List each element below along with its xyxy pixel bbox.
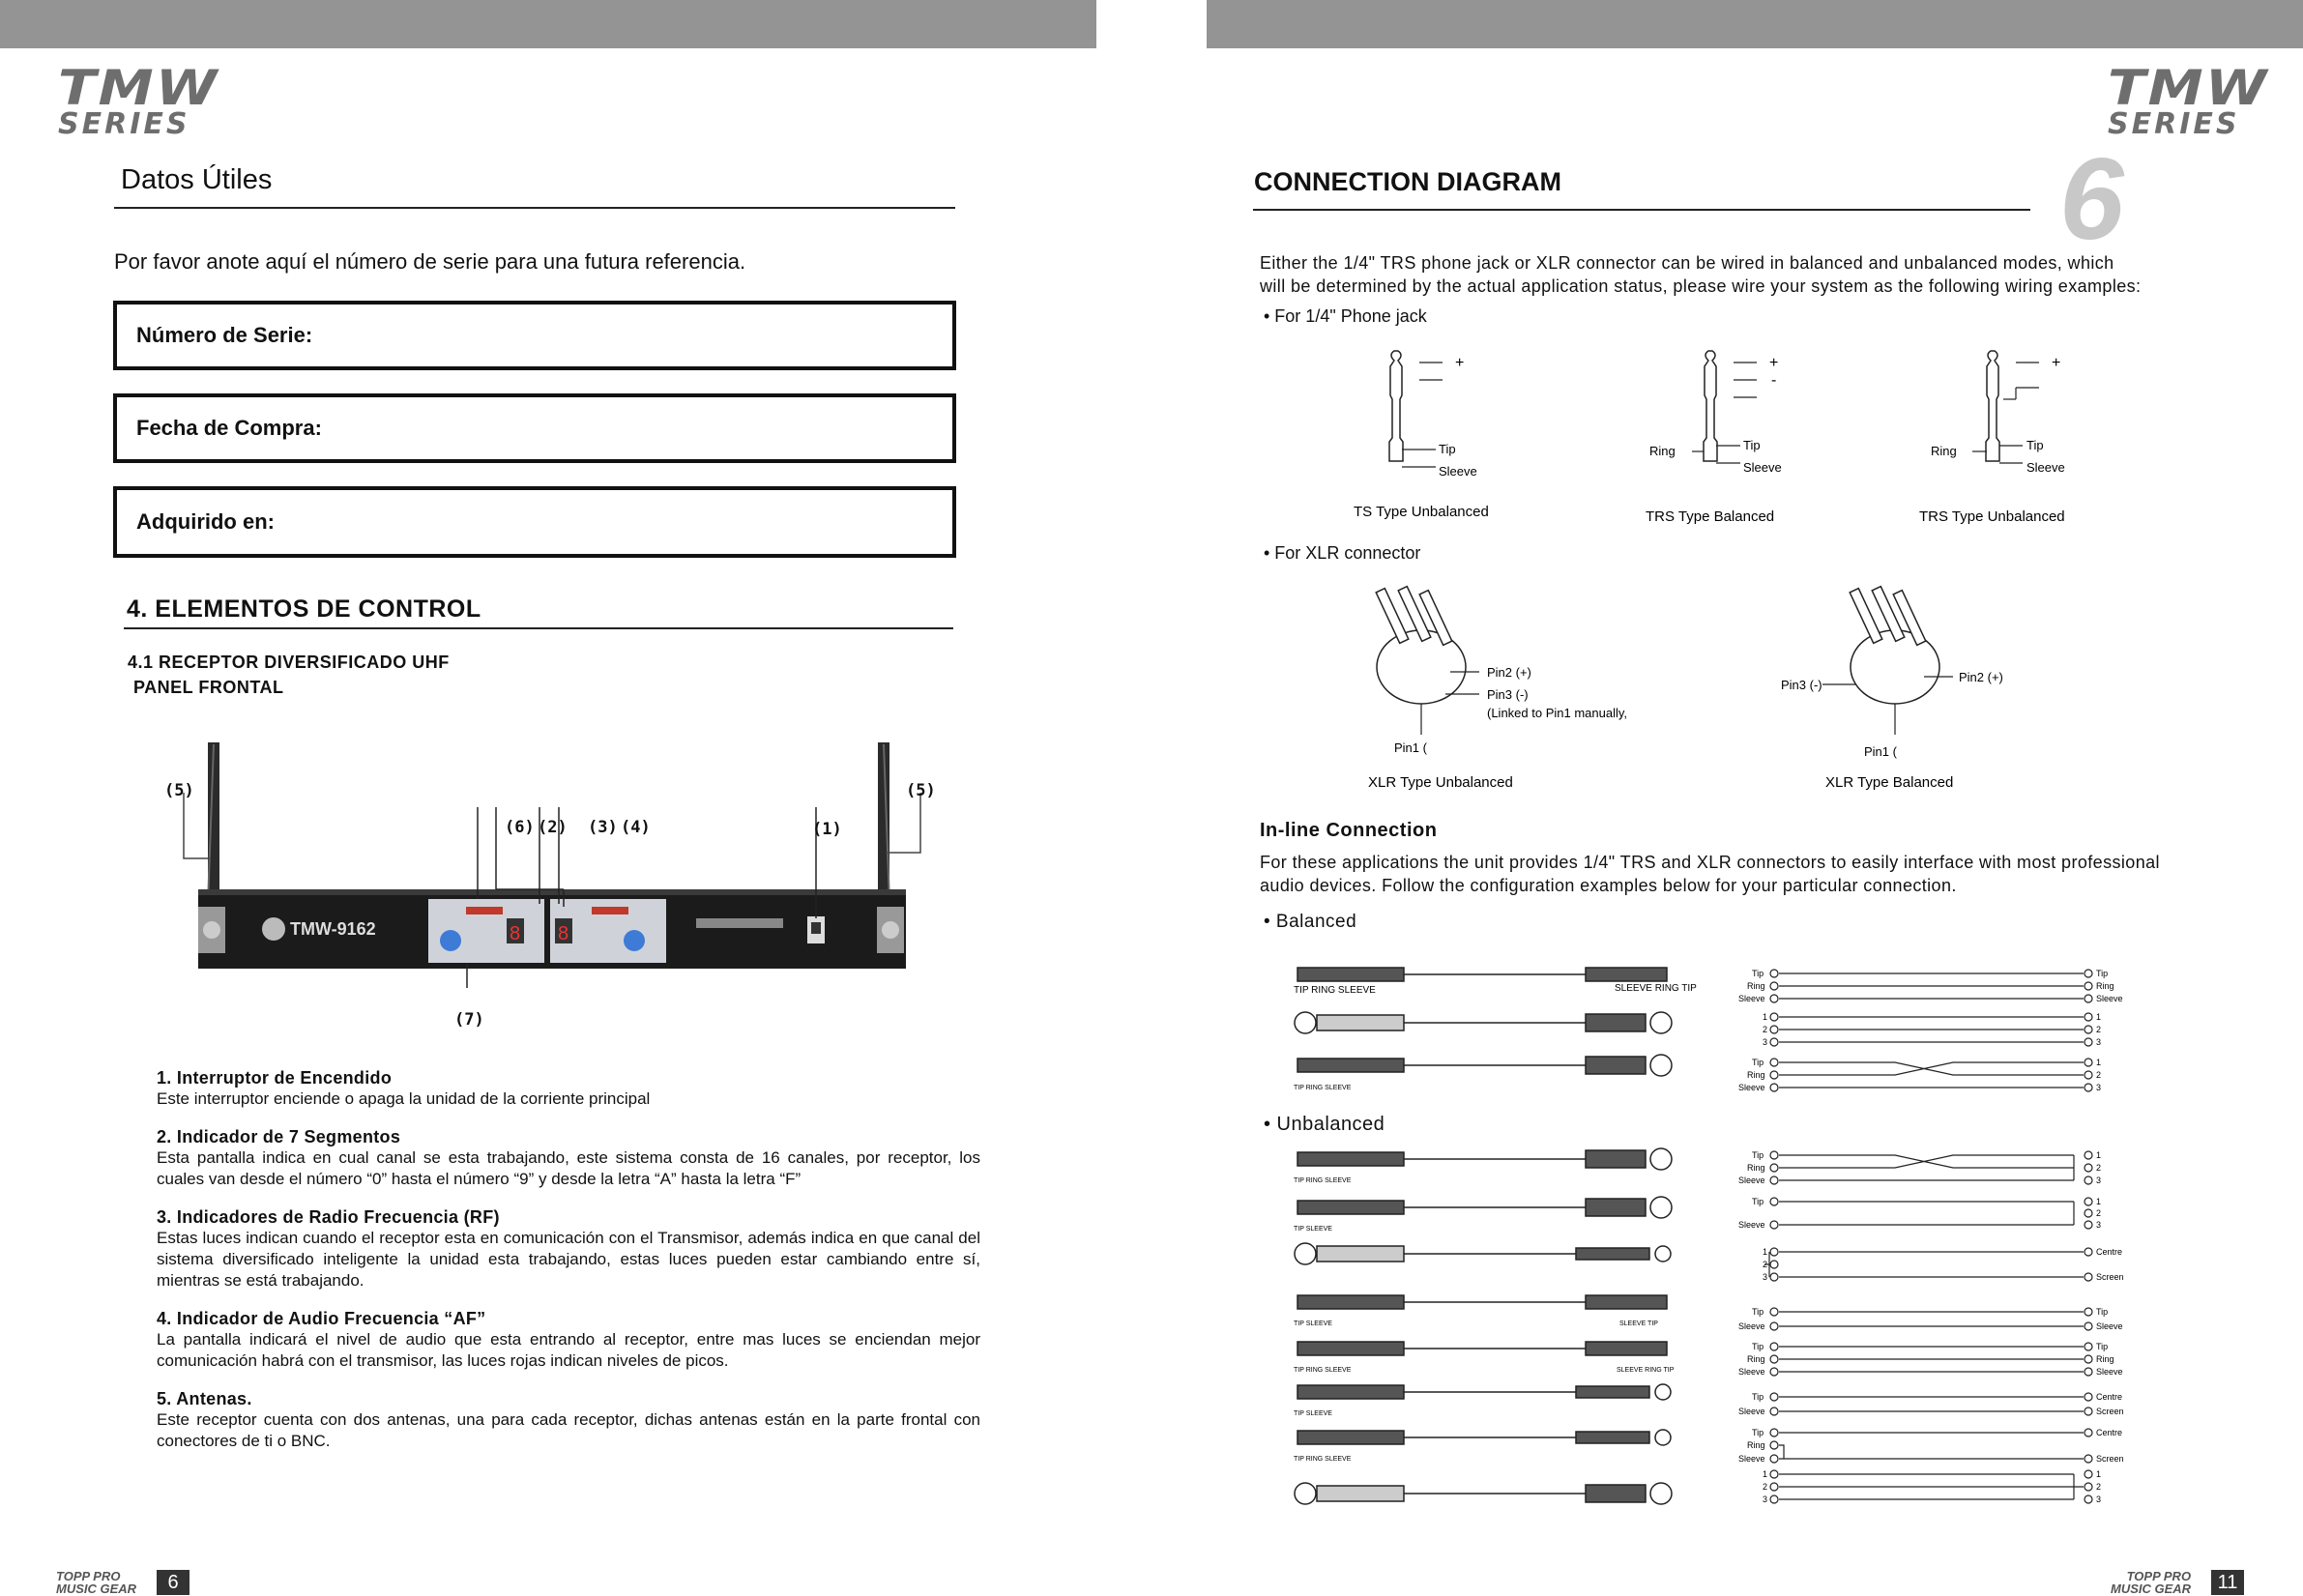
left-footer-brand: TOPP PRO MUSIC GEAR: [56, 1569, 137, 1596]
svg-text:TIP RING SLEEVE: TIP RING SLEEVE: [1294, 1177, 1352, 1184]
svg-text:Tip: Tip: [2096, 1307, 2109, 1317]
svg-text:3: 3: [1763, 1037, 1768, 1047]
svg-text:Screen: Screen: [2096, 1407, 2124, 1416]
svg-text:Sleeve: Sleeve: [2096, 1367, 2123, 1377]
svg-text:Tip: Tip: [1752, 1058, 1764, 1067]
callout-1: (1): [812, 820, 842, 839]
svg-text:3: 3: [2096, 1175, 2102, 1185]
svg-text:1: 1: [2096, 1197, 2102, 1206]
cable-trs-xlr: [1297, 1055, 1672, 1076]
receiver-front-panel: [155, 735, 928, 1034]
unbalanced-heading: • Unbalanced: [1264, 1114, 1385, 1135]
wiring-schematics: [1731, 962, 2185, 1513]
svg-text:3: 3: [2096, 1220, 2102, 1230]
svg-text:Ring: Ring: [1747, 981, 1765, 991]
svg-text:Sleeve: Sleeve: [1738, 1220, 1765, 1230]
callout-5-left: (5): [164, 781, 194, 800]
callout-3: (3): [588, 818, 618, 837]
svg-text:TIP RING SLEEVE: TIP RING SLEEVE: [1294, 985, 1376, 996]
svg-text:1: 1: [1763, 1012, 1768, 1022]
phone-jack-heading: • For 1/4" Phone jack: [1264, 306, 1427, 326]
svg-text:SLEEVE RING TIP: SLEEVE RING TIP: [1615, 983, 1697, 994]
svg-text:Tip: Tip: [1752, 1392, 1764, 1402]
left-title-rule: [114, 207, 955, 209]
svg-text:Tip: Tip: [1752, 1197, 1764, 1206]
svg-text:Pin1 (: Pin1 (: [1394, 740, 1427, 755]
xlr-diagrams: [1334, 580, 2127, 802]
svg-text:TIP SLEEVE: TIP SLEEVE: [1294, 1320, 1332, 1327]
svg-text:1: 1: [2096, 1150, 2102, 1160]
svg-text:TIP RING SLEEVE: TIP RING SLEEVE: [1294, 1085, 1352, 1091]
svg-text:Ring: Ring: [1747, 1354, 1765, 1364]
svg-text:Sleeve: Sleeve: [1439, 464, 1477, 479]
cable-trs-rca: [1297, 1430, 1671, 1445]
svg-text:Tip: Tip: [2096, 969, 2109, 978]
svg-text:Centre: Centre: [2096, 1247, 2123, 1257]
purchase-date-label: Fecha de Compra:: [136, 416, 322, 440]
svg-text:TIP RING SLEEVE: TIP RING SLEEVE: [1294, 1367, 1352, 1374]
item-seven-segment: 2. Indicador de 7 Segmentos Esta pantalla indica en cual canal se esta trabajando, este sistema consta de 16 canales, por receptor, los cuales van desde el número “0” hasta el número “9” y desde la letra “A” hasta la letra “F”: [157, 1127, 980, 1188]
svg-text:Sleeve: Sleeve: [2026, 460, 2065, 475]
balanced-heading: • Balanced: [1264, 912, 1357, 932]
callout-4: (4): [621, 818, 651, 837]
cable-ts-xlr-2: [1297, 1197, 1672, 1218]
svg-text:2: 2: [1763, 1025, 1768, 1034]
ts-unbalanced-label: TS Type Unbalanced: [1354, 504, 1489, 520]
svg-text:Pin2 (+): Pin2 (+): [1487, 665, 1531, 680]
right-page-number: 11: [2211, 1570, 2244, 1595]
control-items-list: [157, 1068, 980, 1452]
svg-text:Sleeve: Sleeve: [2096, 994, 2123, 1003]
control-heading-rule: [124, 627, 953, 629]
svg-text:(Linked to Pin1 manually,: (Linked to Pin1 manually,: [1487, 706, 1628, 720]
svg-text:Ring: Ring: [2096, 1354, 2114, 1364]
svg-text:Tip: Tip: [1752, 1307, 1764, 1317]
svg-text:2: 2: [2096, 1070, 2102, 1080]
svg-text:Sleeve: Sleeve: [1743, 460, 1782, 475]
svg-text:3: 3: [2096, 1037, 2102, 1047]
svg-text:1: 1: [1763, 1469, 1768, 1479]
item-power-switch: 1. Interruptor de Encendido Este interruptor enciende o apaga la unidad de la corriente principal: [157, 1068, 651, 1108]
svg-text:SLEEVE TIP: SLEEVE TIP: [1619, 1320, 1658, 1327]
left-page-number: 6: [157, 1570, 189, 1595]
inline-connection-text: For these applications the unit provides 1/4" TRS and XLR connectors to easily interface with most professional audio devices. Follow the configuration examples below for your particular connection.: [1260, 853, 2160, 895]
svg-text:Tip: Tip: [1752, 1150, 1764, 1160]
svg-text:Sleeve: Sleeve: [1738, 1175, 1765, 1185]
cable-ts-ts: [1297, 1295, 1667, 1309]
svg-text:3: 3: [1763, 1494, 1768, 1504]
right-logo: TMW SERIES: [2108, 60, 2269, 141]
phone-jack-diagrams: [1334, 343, 2108, 537]
inline-connection-heading: In-line Connection: [1260, 820, 1438, 841]
purchased-at-label: Adquirido en:: [136, 509, 275, 534]
svg-text:8: 8: [558, 923, 569, 944]
svg-text:TIP SLEEVE: TIP SLEEVE: [1294, 1410, 1332, 1417]
svg-text:Ring: Ring: [2096, 981, 2114, 991]
svg-text:Screen: Screen: [2096, 1454, 2124, 1464]
cable-ts-rca: [1297, 1384, 1671, 1400]
cable-xlr-rca: [1295, 1243, 1671, 1264]
callout-2: (2): [538, 818, 568, 837]
svg-text:Tip: Tip: [2096, 1342, 2109, 1351]
trs-unbalanced-label: TRS Type Unbalanced: [1919, 508, 2065, 525]
svg-text:+: +: [2052, 355, 2061, 371]
svg-text:2: 2: [2096, 1163, 2102, 1173]
svg-text:Pin1 (: Pin1 (: [1864, 744, 1897, 759]
right-page-title: CONNECTION DIAGRAM: [1254, 167, 1561, 196]
svg-text:1: 1: [1763, 1247, 1768, 1257]
svg-text:3: 3: [1763, 1272, 1768, 1282]
svg-text:2: 2: [2096, 1025, 2102, 1034]
svg-text:Sleeve: Sleeve: [2096, 1321, 2123, 1331]
svg-text:Tip: Tip: [1439, 442, 1456, 456]
svg-text:1: 1: [2096, 1012, 2102, 1022]
svg-text:Sleeve: Sleeve: [1738, 1083, 1765, 1092]
item-antennas: 5. Antenas. Este receptor cuenta con dos antenas, una para cada receptor, dichas antenas están en la parte frontal con conectores de ti o BNC.: [157, 1389, 980, 1450]
svg-text:Screen: Screen: [2096, 1272, 2124, 1282]
serial-number-field[interactable]: [113, 301, 956, 370]
svg-text:Ring: Ring: [1649, 444, 1676, 458]
svg-text:Sleeve: Sleeve: [1738, 1367, 1765, 1377]
svg-text:Tip: Tip: [1752, 969, 1764, 978]
serial-number-label: Número de Serie:: [136, 323, 313, 347]
right-top-bar: [1207, 0, 2303, 48]
purchased-at-field[interactable]: [113, 486, 956, 558]
svg-text:Sleeve: Sleeve: [1738, 1321, 1765, 1331]
right-footer-brand: TOPP PRO MUSIC GEAR: [2111, 1569, 2192, 1596]
purchase-date-field[interactable]: [113, 393, 956, 463]
svg-text:Tip: Tip: [1752, 1342, 1764, 1351]
subsection-heading: 4.1 RECEPTOR DIVERSIFICADO UHF PANEL FRONTAL: [128, 653, 450, 697]
svg-text:Pin3 (-): Pin3 (-): [1487, 687, 1529, 702]
svg-text:SLEEVE RING TIP: SLEEVE RING TIP: [1617, 1367, 1675, 1374]
xlr-unbalanced-label: XLR Type Unbalanced: [1368, 774, 1513, 791]
cable-xlr-xlr: [1295, 1012, 1672, 1033]
control-elements-heading: 4. ELEMENTOS DE CONTROL: [127, 595, 481, 623]
trs-balanced-label: TRS Type Balanced: [1646, 508, 1775, 525]
svg-text:Sleeve: Sleeve: [1738, 1407, 1765, 1416]
svg-text:-: -: [1771, 372, 1777, 389]
left-intro: Por favor anote aquí el número de serie para una futura referencia.: [114, 249, 746, 274]
xlr-heading: • For XLR connector: [1264, 543, 1421, 563]
svg-text:8: 8: [510, 923, 521, 944]
svg-text:Centre: Centre: [2096, 1428, 2123, 1437]
left-logo: TMW SERIES: [58, 60, 219, 141]
svg-text:Tip: Tip: [1743, 438, 1761, 452]
svg-text:2: 2: [1763, 1260, 1768, 1269]
svg-text:Ring: Ring: [1747, 1070, 1765, 1080]
device-model-label: TMW-9162: [290, 919, 376, 939]
xlr-balanced-label: XLR Type Balanced: [1825, 774, 1954, 791]
svg-text:1: 1: [2096, 1058, 2102, 1067]
connection-intro: Either the 1/4" TRS phone jack or XLR connector can be wired in balanced and unbalanced modes, which will be determined by the actual application status, please wire your system as the following wiring examples:: [1260, 253, 2142, 296]
item-rf-indicators: 3. Indicadores de Radio Frecuencia (RF) Estas luces indican cuando el receptor esta en comunicación con el Transmisor, además indica en que canal del sistema diversificado inteligente la unidad esta trabajando, estas luces pueden estar cambiando entre sí, mientras se está trabajando.: [157, 1207, 980, 1290]
callout-7: (7): [454, 1010, 484, 1030]
right-title-rule: [1253, 209, 2030, 211]
callout-6: (6): [505, 818, 535, 837]
svg-text:TIP SLEEVE: TIP SLEEVE: [1294, 1226, 1332, 1233]
cable-ts-xlr-1: [1297, 1148, 1672, 1170]
svg-text:Pin3 (-): Pin3 (-): [1781, 678, 1822, 692]
svg-text:2: 2: [1763, 1482, 1768, 1492]
svg-text:+: +: [1769, 355, 1779, 371]
svg-text:3: 3: [2096, 1083, 2102, 1092]
svg-text:2: 2: [2096, 1482, 2102, 1492]
item-af-indicator: 4. Indicador de Audio Frecuencia “AF” La pantalla indicará el nivel de audio que esta entrando al receptor, entre mas luces se enciendan mejor comunicación habrá con el transmisor, las luces rojas indican niveles de picos.: [157, 1309, 980, 1370]
cable-trs-trs-2: [1297, 1342, 1667, 1355]
svg-text:Ring: Ring: [1931, 444, 1957, 458]
svg-text:TIP RING SLEEVE: TIP RING SLEEVE: [1294, 1456, 1352, 1463]
cable-illustrations: [1286, 962, 1697, 1513]
svg-text:Sleeve: Sleeve: [1738, 994, 1765, 1003]
callout-5-right: (5): [906, 781, 936, 800]
cable-xlr-xlr-2: [1295, 1483, 1672, 1504]
svg-text:Ring: Ring: [1747, 1440, 1765, 1450]
svg-text:Tip: Tip: [2026, 438, 2044, 452]
svg-text:3: 3: [2096, 1494, 2102, 1504]
svg-text:Tip: Tip: [1752, 1428, 1764, 1437]
svg-text:Sleeve: Sleeve: [1738, 1454, 1765, 1464]
svg-text:Centre: Centre: [2096, 1392, 2123, 1402]
left-top-bar: [0, 0, 1096, 48]
svg-text:Pin2 (+): Pin2 (+): [1959, 670, 2003, 684]
svg-text:Ring: Ring: [1747, 1163, 1765, 1173]
svg-text:2: 2: [2096, 1208, 2102, 1218]
left-page-title: Datos Útiles: [121, 164, 273, 195]
svg-text:1: 1: [2096, 1469, 2102, 1479]
svg-text:+: +: [1455, 355, 1465, 371]
cable-trs-trs: [1297, 968, 1667, 981]
chapter-number: 6: [2059, 134, 2124, 264]
